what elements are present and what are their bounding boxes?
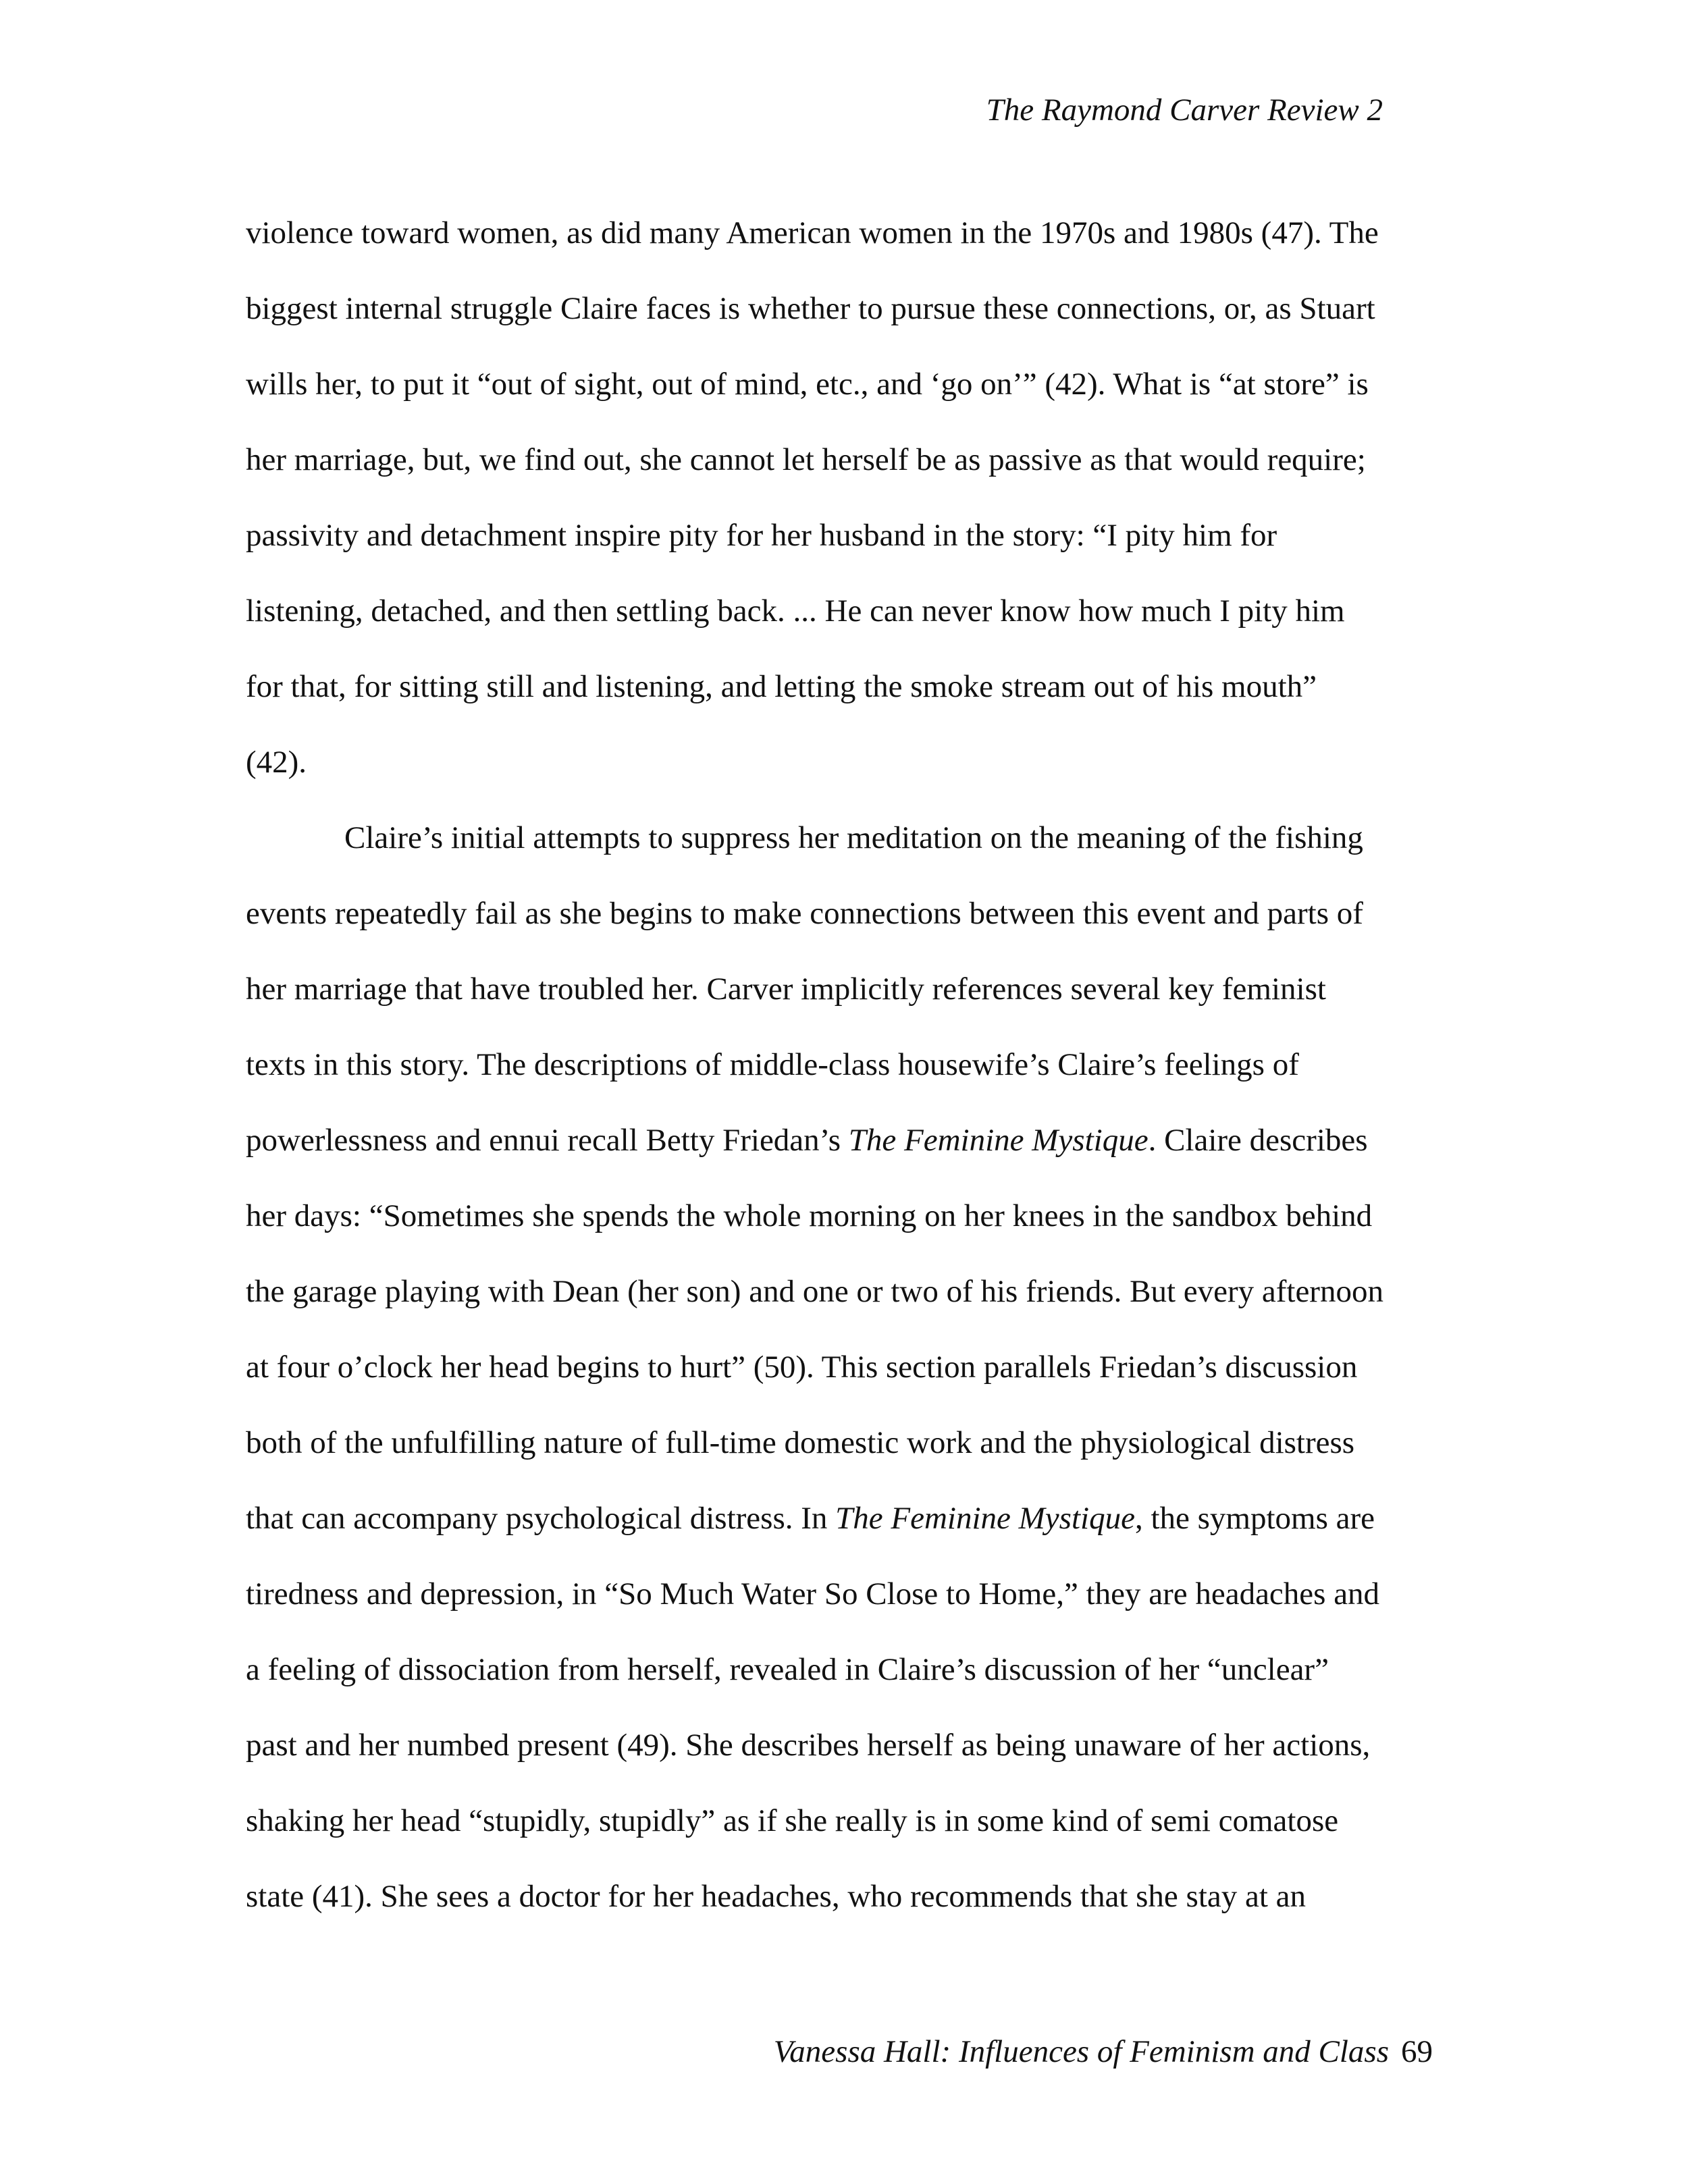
- text-segment: . Claire describes: [1148, 1123, 1368, 1158]
- running-header: The Raymond Carver Review 2: [986, 92, 1383, 128]
- text-line: texts in this story. The descriptions of middle-class housewife’s Claire’s feelings of: [246, 1047, 1299, 1082]
- paragraph-start-line: Claire’s initial attempts to suppress her meditation on the meaning of the fishing: [344, 820, 1363, 855]
- text-segment: , the symptoms are: [1134, 1501, 1375, 1536]
- text-segment: that can accompany psychological distress. In: [246, 1501, 836, 1536]
- text-line: wills her, to put it “out of sight, out of mind, etc., and ‘go on’” (42). What is “at store” is: [246, 367, 1369, 402]
- running-footer: [774, 2036, 1433, 2068]
- text-line: (42).: [246, 745, 307, 780]
- text-line: biggest internal struggle Claire faces is whether to pursue these connections, or, as Stuart: [246, 291, 1375, 326]
- text-line: her marriage that have troubled her. Carver implicitly references several key feminist: [246, 971, 1326, 1007]
- text-line: [246, 1481, 1441, 1556]
- text-line: a feeling of dissociation from herself, revealed in Claire’s discussion of her “unclear”: [246, 1652, 1329, 1687]
- text-line: events repeatedly fail as she begins to make connections between this event and parts of: [246, 896, 1363, 931]
- text-line: for that, for sitting still and listening, and letting the smoke stream out of his mouth”: [246, 669, 1317, 704]
- text-line: her marriage, but, we find out, she cannot let herself be as passive as that would require;: [246, 442, 1366, 477]
- page-number: 69: [1401, 2034, 1433, 2069]
- text-line: passivity and detachment inspire pity for her husband in the story: “I pity him for: [246, 518, 1277, 553]
- book-title: The Feminine Mystique: [848, 1123, 1149, 1158]
- text-line: violence toward women, as did many American women in the 1970s and 1980s (47). The: [246, 215, 1379, 250]
- text-line: the garage playing with Dean (her son) and one or two of his friends. But every afternoon: [246, 1274, 1383, 1309]
- author-title: Vanessa Hall: Influences of Feminism and Class: [773, 2034, 1389, 2069]
- text-line: both of the unfulfilling nature of full-time domestic work and the physiological distress: [246, 1425, 1355, 1460]
- text-line: listening, detached, and then settling back. ... He can never know how much I pity him: [246, 593, 1345, 629]
- text-line: shaking her head “stupidly, stupidly” as if she really is in some kind of semi comatose: [246, 1803, 1339, 1838]
- book-title: The Feminine Mystique: [835, 1501, 1135, 1536]
- body-text: [246, 195, 1441, 1934]
- text-line: [246, 1102, 1441, 1178]
- text-line: her days: “Sometimes she spends the whole morning on her knees in the sandbox behind: [246, 1198, 1373, 1233]
- text-line: tiredness and depression, in “So Much Water So Close to Home,” they are headaches and: [246, 1576, 1380, 1612]
- text-line: past and her numbed present (49). She describes herself as being unaware of her actions,: [246, 1728, 1371, 1763]
- text-line: state (41). She sees a doctor for her headaches, who recommends that she stay at an: [246, 1879, 1307, 1914]
- text-line: at four o’clock her head begins to hurt” (50). This section parallels Friedan’s discussion: [246, 1350, 1358, 1385]
- text-segment: powerlessness and ennui recall Betty Friedan’s: [246, 1123, 849, 1158]
